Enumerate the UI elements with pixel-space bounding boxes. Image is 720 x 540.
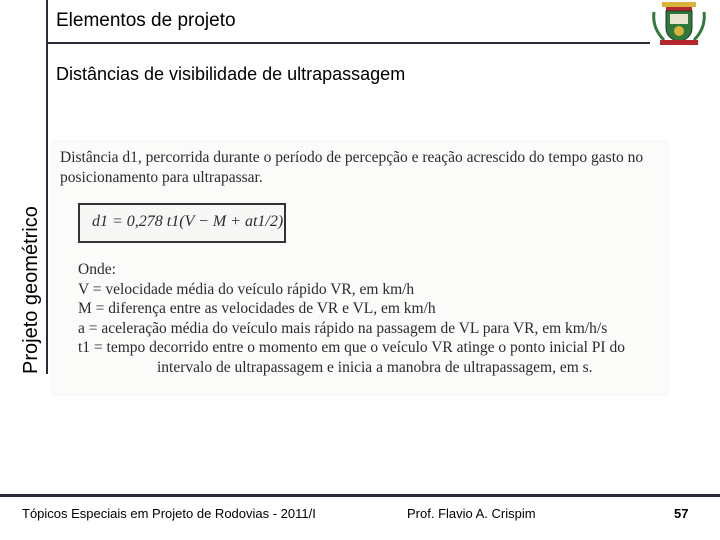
university-crest-icon <box>652 2 706 46</box>
side-section-title: Projeto geométrico <box>20 206 42 374</box>
footer-author: Prof. Flavio A. Crispim <box>407 506 536 521</box>
left-vertical-rule <box>46 0 48 374</box>
intro-paragraph: Distância d1, percorrida durante o período de percepção e reação acrescido do tempo gasto no posicionamento para ultrapassar. <box>60 149 644 186</box>
definition-line: t1 = tempo decorrido entre o momento em que o veículo VR atinge o ponto inicial PI do <box>78 339 625 356</box>
page-number: 57 <box>674 506 689 521</box>
definition-line: M = diferença entre as velocidades de VR e VL, em km/h <box>78 300 436 317</box>
formula-box <box>78 203 286 243</box>
definition-line: intervalo de ultrapassagem e inicia a manobra de ultrapassagem, em s. <box>157 358 593 376</box>
definition-line: Onde: <box>78 261 116 278</box>
definition-line: V = velocidade média do veículo rápido VR, em km/h <box>78 280 415 298</box>
header-rule <box>48 42 650 44</box>
definitions-list <box>78 260 625 377</box>
footer-course: Tópicos Especiais em Projeto de Rodovias - 2011/I <box>22 506 316 521</box>
definition-line: a = aceleração média do veículo mais rápido na passagem de VL para VR, em km/h/s <box>78 319 608 337</box>
footer-rule <box>0 494 720 497</box>
slide-header-title: Elementos de projeto <box>56 10 236 31</box>
formula: d1 = 0,278 t1(V − M + at1/2) <box>92 213 284 230</box>
slide-subtitle: Distâncias de visibilidade de ultrapassagem <box>56 64 406 84</box>
scanned-text-image <box>52 142 668 394</box>
